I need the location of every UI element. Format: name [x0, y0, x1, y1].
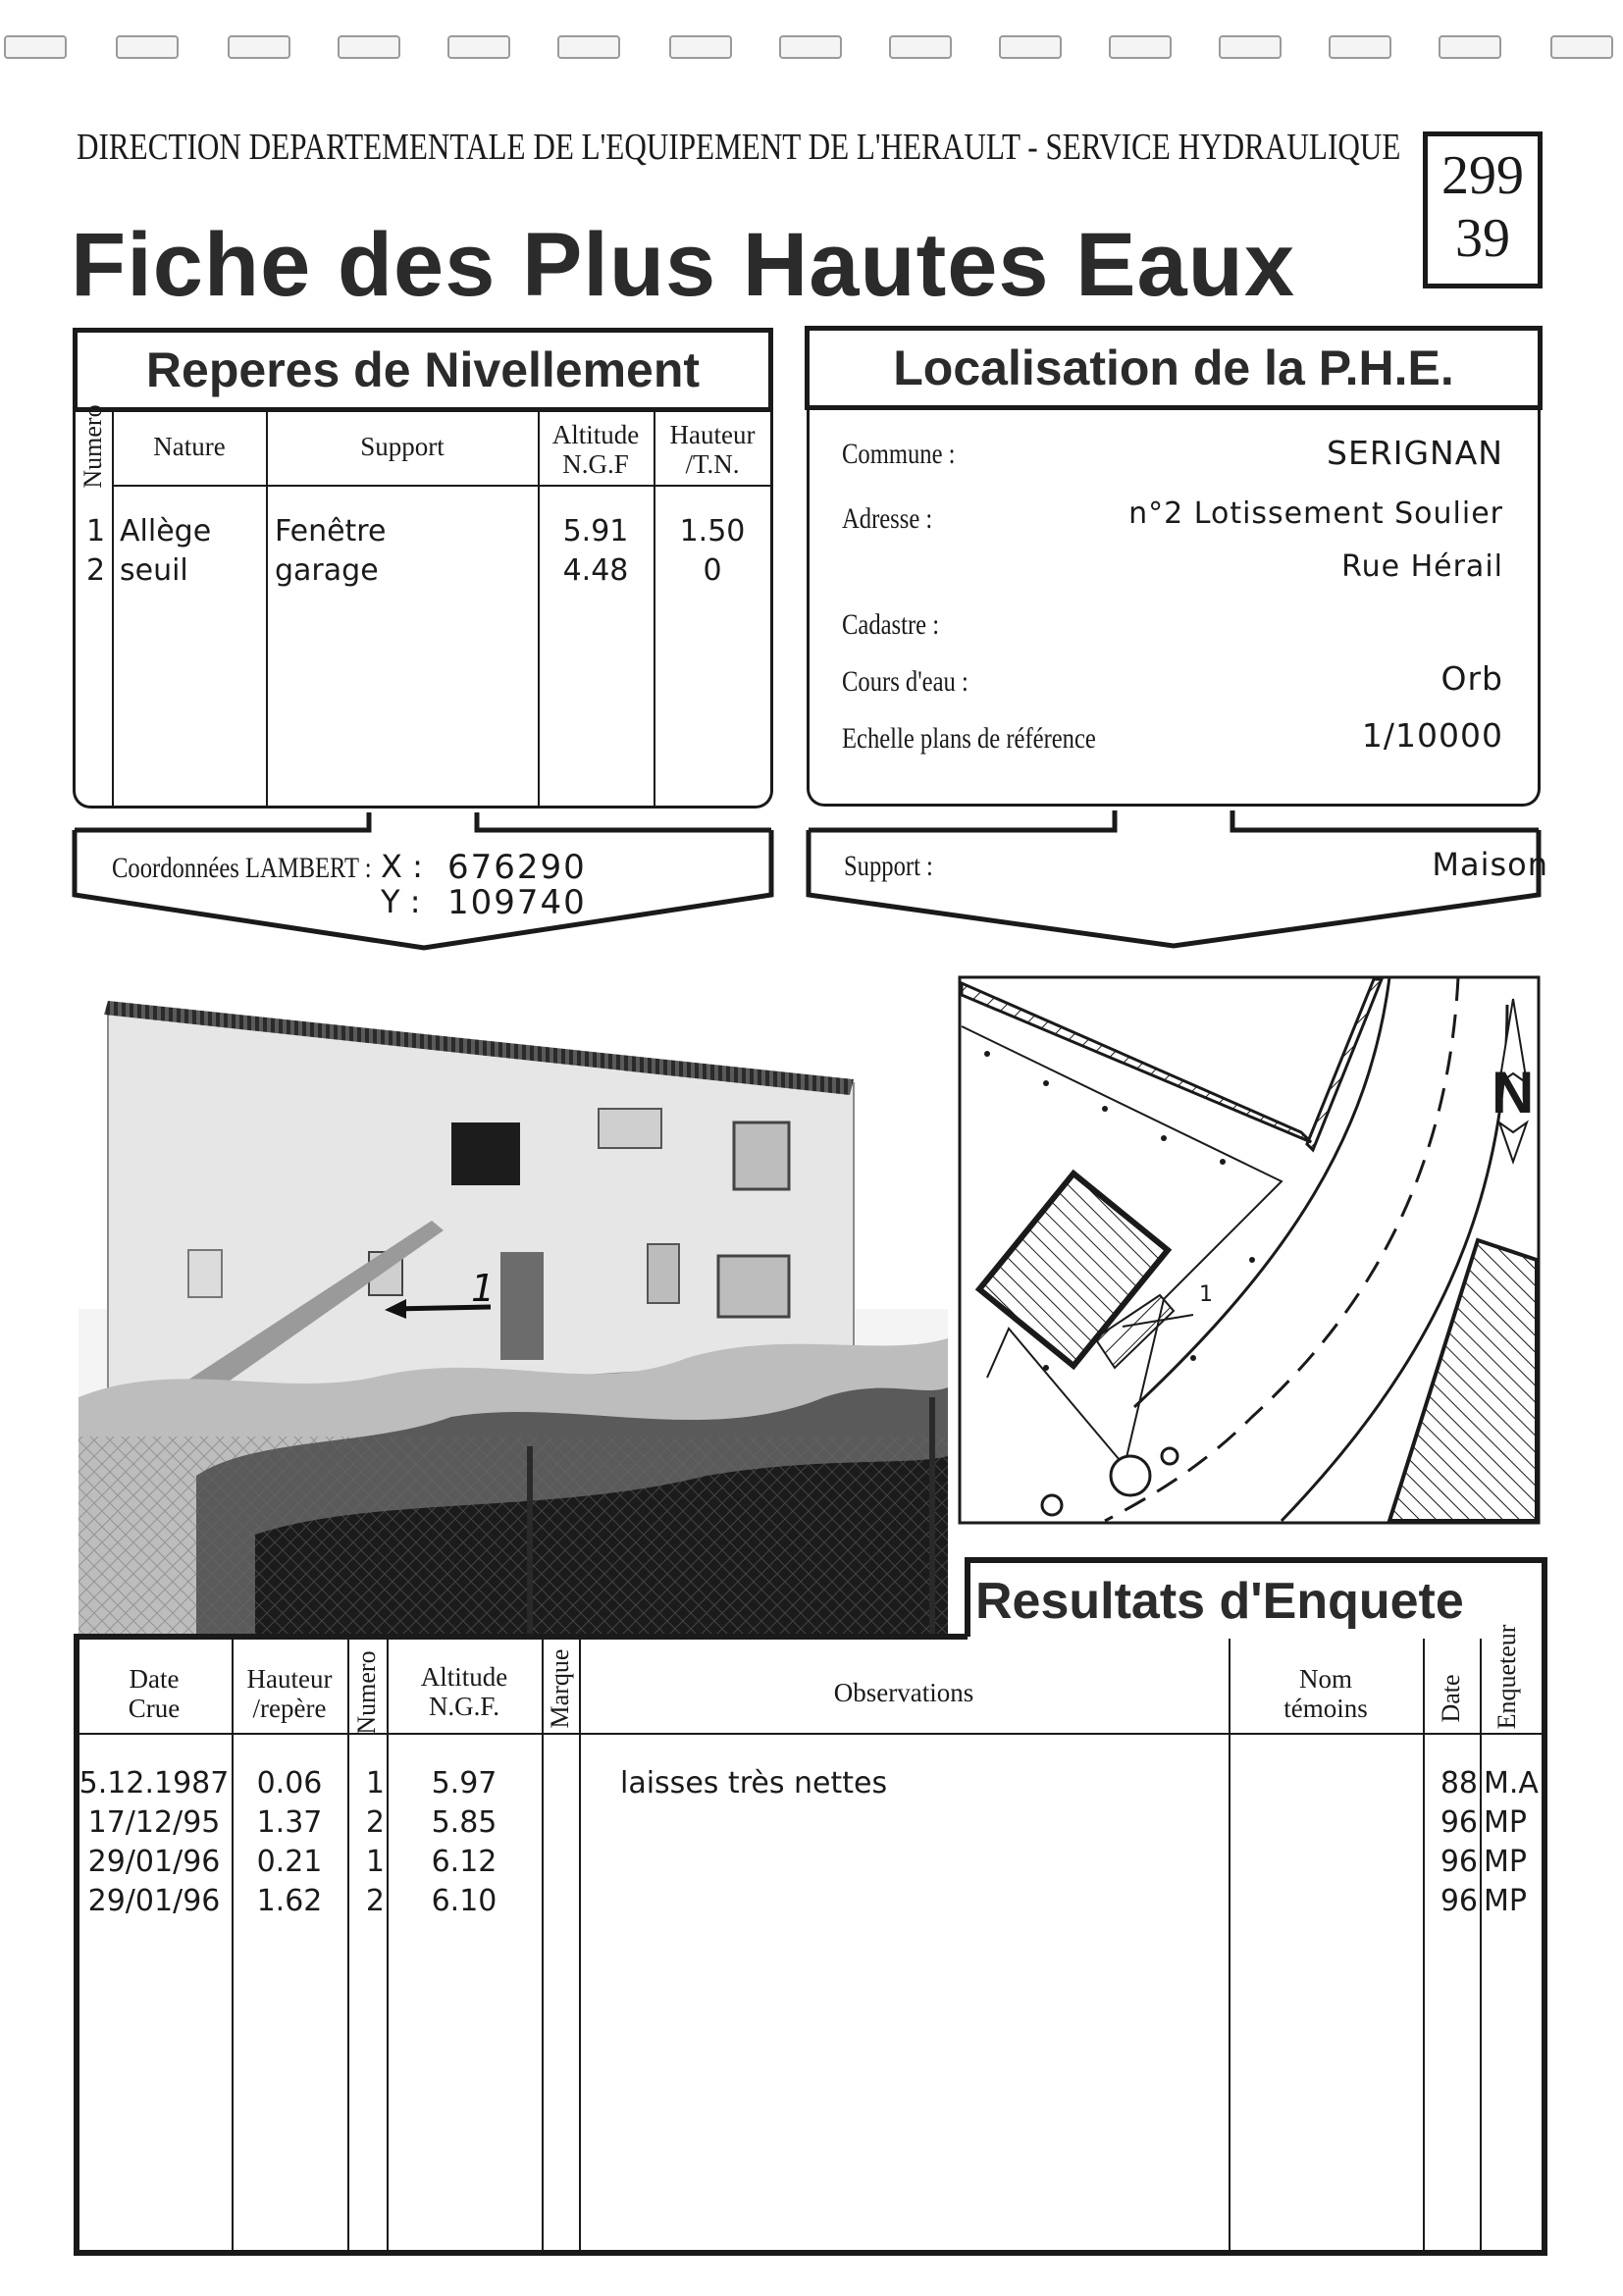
north-label: N [1492, 1060, 1535, 1125]
col-divider [266, 412, 268, 809]
result-annee: 88 [1440, 1766, 1478, 1800]
repere-nature: Allège [120, 514, 212, 548]
x-label: X : [381, 848, 423, 885]
hole [1109, 35, 1172, 59]
hole [447, 35, 510, 59]
y-value: 109740 [447, 883, 587, 922]
page-title: Fiche des Plus Hautes Eaux [71, 215, 1296, 315]
result-enqueteur: MP [1484, 1884, 1527, 1918]
repere-support: garage [275, 553, 379, 588]
result-enqueteur: MP [1484, 1845, 1527, 1879]
binder-holes [0, 35, 1623, 57]
result-annee: 96 [1440, 1845, 1478, 1879]
hole [228, 35, 290, 59]
col-hauteur-line2: /repère [252, 1694, 327, 1723]
hole [1439, 35, 1501, 59]
col-nom-line2: témoins [1283, 1694, 1368, 1723]
hole [779, 35, 842, 59]
col-divider [542, 1639, 544, 2253]
photo-marker: 1 [471, 1267, 496, 1310]
col-divider [387, 1639, 389, 2253]
file-number-bottom: 39 [1455, 208, 1510, 269]
repere-hauteur: 0 [703, 553, 722, 588]
col-observations: Observations [833, 1678, 974, 1707]
result-enqueteur: MP [1484, 1805, 1527, 1840]
echelle-value: 1/10000 [1361, 716, 1503, 755]
file-number-box [1423, 131, 1543, 288]
result-date: 29/01/96 [87, 1845, 221, 1879]
col-hauteur-line1: Hauteur [669, 420, 756, 449]
commune-value: SERIGNAN [1327, 434, 1503, 472]
support-value: Maison [1432, 846, 1548, 883]
location-plan [958, 975, 1541, 1525]
col-altitude [540, 420, 652, 479]
result-numero: 1 [365, 1766, 385, 1800]
col-date-crue [79, 1664, 230, 1723]
col-numero: Numero [79, 404, 107, 489]
plan-marker: 1 [1199, 1282, 1213, 1307]
echelle-label: Echelle plans de référence [842, 722, 1096, 755]
hole [1329, 35, 1391, 59]
col-date-enquete: Date [1437, 1674, 1465, 1723]
result-numero: 2 [365, 1884, 385, 1918]
col-hauteur [655, 420, 769, 479]
hole [338, 35, 400, 59]
col-date-line1: Date [129, 1664, 180, 1694]
x-value: 676290 [447, 848, 587, 887]
result-annee: 96 [1440, 1884, 1478, 1918]
hole [889, 35, 952, 59]
hole [669, 35, 732, 59]
col-numero: Numero [352, 1650, 381, 1735]
col-divider [1423, 1639, 1425, 2253]
col-altitude-line2: N.G.F. [428, 1692, 500, 1721]
repere-hauteur: 1.50 [679, 514, 746, 548]
repere-support: Fenêtre [275, 514, 387, 548]
repere-nature: seuil [120, 553, 188, 588]
org-line: DIRECTION DEPARTEMENTALE DE L'EQUIPEMENT DE L'HERAULT - SERVICE HYDRAULIQUE [77, 127, 1401, 168]
col-altitude-line1: Altitude [420, 1662, 508, 1692]
header-divider [77, 1733, 1546, 1735]
repere-altitude: 5.91 [562, 514, 629, 548]
hole [557, 35, 620, 59]
col-nom-line1: Nom [1299, 1664, 1352, 1694]
adresse-label: Adresse : [842, 502, 933, 535]
cours-label: Cours d'eau : [842, 665, 969, 698]
hole [116, 35, 179, 59]
cours-value: Orb [1440, 659, 1503, 698]
result-date: 5.12.1987 [79, 1766, 230, 1800]
col-divider [579, 1639, 581, 2253]
adresse-line2: Rue Hérail [1341, 549, 1503, 584]
result-altitude: 5.97 [431, 1766, 497, 1800]
col-altitude-line2: N.G.F [562, 449, 629, 479]
repere-numero: 2 [86, 553, 106, 588]
cadastre-label: Cadastre : [842, 608, 940, 641]
col-altitude-line1: Altitude [551, 420, 640, 449]
result-numero: 2 [365, 1805, 385, 1840]
result-observations: laisses très nettes [620, 1766, 888, 1800]
result-numero: 1 [365, 1845, 385, 1879]
lambert-label: Coordonnées LAMBERT : [112, 852, 372, 884]
result-hauteur: 0.21 [256, 1845, 323, 1879]
col-divider [112, 412, 114, 809]
result-hauteur: 1.62 [256, 1884, 323, 1918]
col-hauteur-repere [234, 1664, 345, 1723]
col-support: Support [360, 432, 445, 461]
header-divider [112, 485, 771, 487]
result-hauteur: 0.06 [256, 1766, 323, 1800]
col-altitude-ngf [389, 1662, 540, 1721]
col-hauteur-line2: /T.N. [685, 449, 740, 479]
commune-label: Commune : [842, 438, 956, 470]
col-nature: Nature [153, 432, 226, 461]
result-date: 29/01/96 [87, 1884, 221, 1918]
col-nom-temoins [1230, 1664, 1421, 1723]
y-label: Y : [381, 883, 421, 920]
result-enqueteur: M.A [1484, 1766, 1539, 1800]
hole [999, 35, 1062, 59]
repere-altitude: 4.48 [562, 553, 629, 588]
col-date-line2: Crue [128, 1694, 181, 1723]
col-enqueteur: Enqueteur [1492, 1624, 1521, 1730]
result-annee: 96 [1440, 1805, 1478, 1840]
col-divider [232, 1639, 234, 2253]
file-number-top: 299 [1441, 145, 1524, 206]
hole [1550, 35, 1613, 59]
result-date: 17/12/95 [87, 1805, 221, 1840]
result-altitude: 5.85 [431, 1805, 497, 1840]
house-photo [79, 985, 948, 1635]
col-divider [1480, 1639, 1482, 2253]
repere-numero: 1 [86, 514, 106, 548]
hole [1219, 35, 1282, 59]
support-label: Support : [844, 850, 933, 882]
col-divider [1229, 1639, 1230, 2253]
result-altitude: 6.12 [431, 1845, 497, 1879]
result-hauteur: 1.37 [256, 1805, 323, 1840]
col-marque: Marque [546, 1648, 574, 1729]
localisation-title: Localisation de la P.H.E. [805, 326, 1543, 410]
reperes-title: Reperes de Nivellement [73, 328, 773, 412]
col-hauteur-line1: Hauteur [246, 1664, 333, 1694]
adresse-line1: n°2 Lotissement Soulier [1128, 496, 1503, 531]
col-divider [347, 1639, 349, 2253]
result-altitude: 6.10 [431, 1884, 497, 1918]
resultats-title: Resultats d'Enquete [975, 1573, 1464, 1630]
hole [4, 35, 67, 59]
